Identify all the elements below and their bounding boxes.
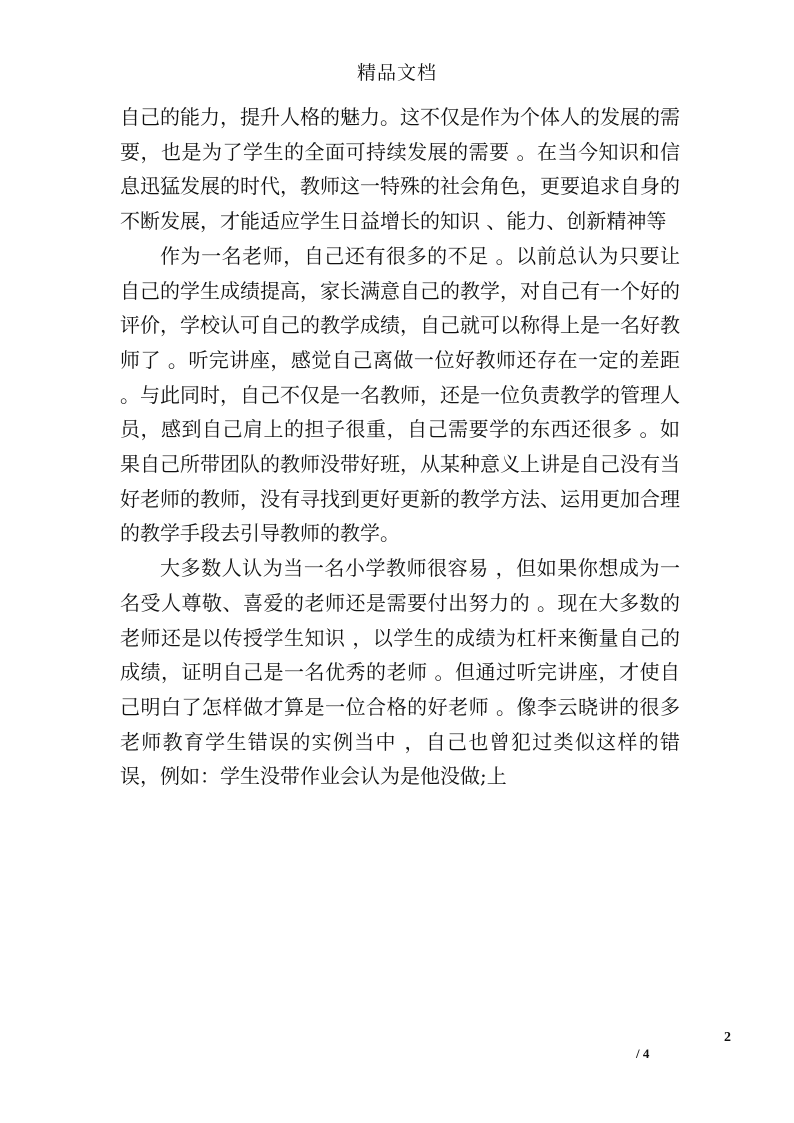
page-number: 2 [724,1030,731,1045]
page-header: 精品文档 [356,62,437,84]
document-body [120,100,680,794]
paragraph-1: 自己的能力，提升人格的魅力。这不仅是作为个体人的发展的需要，也是为了学生的全面可持续发展的需要 。在当今知识和信息迅猛发展的时代，教师这一特殊的社会角色，更要追求自身的不断发展，才能适应学生日益增长的知识 、能力、创新精神等 [120,105,680,234]
page-total: / 4 [636,1046,650,1061]
paragraph-2: 作为一名老师，自己还有很多的不足 。以前总认为只要让自己的学生成绩提高，家长满意自己的教学，对自己有一个好的评价，学校认可自己的教学成绩，自己就可以称得上是一名好教师了 。听完讲座，感觉自己离做一位好教师还存在一定的差距 。与此同时，自己不仅是一名教师，还是一位负责教学的管理人员，感到自己肩上的担子很重，自己需要学的东西还很多 。如果自己所带团队的教师没带好班，从某种意义上讲是自己没有当好老师的教师，没有寻找到更好更新的教学方法、运用更加合理的教学手段去引导教师的教学。 [120,243,680,546]
paragraph-3: 大多数人认为当一名小学教师很容易 ，但如果你想成为一名受人尊敬、喜爱的老师还是需要付出努力的 。现在大多数的老师还是以传授学生知识 ，以学生的成绩为杠杆来衡量自己的成绩，证明自己是一名优秀的老师 。但通过听完讲座，才使自己明白了怎样做才算是一位合格的好老师 。像李云晓讲的很多老师教育学生错误的实例当中 ，自己也曾犯过类似这样的错误，例如：学生没带作业会认为是他没做;上 [120,556,680,789]
